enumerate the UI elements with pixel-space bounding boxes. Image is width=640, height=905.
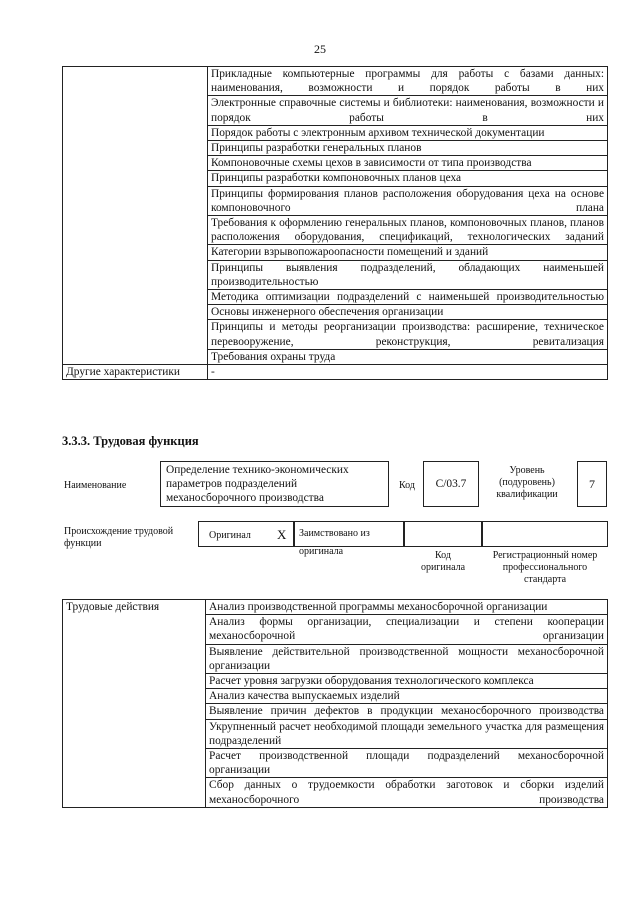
table-cell: Прикладные компьютерные программы для работы с базами данных: наименования, возможности и порядок работы в них [208, 67, 608, 96]
knowledge-table [62, 66, 608, 380]
other-characteristics-value: - [208, 365, 608, 380]
table-cell: Расчет производственной площади подразделений механосборочной организации [206, 749, 608, 778]
original-cell [198, 521, 294, 547]
table-cell: Выявление действительной производственной мощности механосборочной организации [206, 644, 608, 673]
level-box: 7 [577, 461, 607, 507]
table-label-cell [63, 67, 208, 365]
function-name-box: Определение технико-экономических параметров подразделений механосборочного производства [160, 461, 389, 507]
table-cell: Выявление причин дефектов в продукции механосборочного производства [206, 704, 608, 719]
table-cell: Принципы и методы реорганизации производства: расширение, техническое перевооружение, реконструкция, ревитализация [208, 320, 608, 349]
table-cell: Принципы разработки компоновочных планов цеха [208, 171, 608, 186]
labour-actions-table [62, 599, 608, 808]
original-code-caption: Код оригинала [420, 550, 466, 573]
table-cell: Требования охраны труда [208, 349, 608, 364]
borrowed-cell [294, 521, 404, 557]
table-row [63, 67, 608, 96]
section-title: 3.3.3. Трудовая функция [62, 434, 199, 448]
table-cell: Основы инженерного обеспечения организации [208, 305, 608, 320]
table-cell: Анализ формы организации, специализации и степени кооперации механосборочной организации [206, 615, 608, 644]
table-cell: Расчет уровня загрузки оборудования технологического комплекса [206, 674, 608, 689]
original-mark: X [277, 527, 287, 542]
registration-number-cell [482, 521, 608, 547]
original-code-cell [404, 521, 482, 547]
level-label: Уровень (подуровень) квалификации [496, 465, 558, 500]
name-label: Наименование [64, 480, 127, 491]
table-cell: Принципы разработки генеральных планов [208, 141, 608, 156]
original-label: Оригинал [209, 530, 251, 541]
page-number: 25 [314, 42, 326, 56]
other-characteristics-label: Другие характеристики [63, 365, 208, 380]
table-cell: Категории взрывопожароопасности помещений и зданий [208, 245, 608, 260]
function-code-box: C/03.7 [423, 461, 479, 507]
code-label: Код [399, 480, 415, 491]
table-row [63, 365, 608, 380]
table-row [63, 600, 608, 615]
table-cell: Анализ производственной программы механосборочной организации [206, 600, 608, 615]
origin-label: Происхождение трудовой функции [64, 526, 174, 549]
table-cell: Электронные справочные системы и библиотеки: наименования, возможности и порядок работы в них [208, 96, 608, 125]
table-cell: Требования к оформлению генеральных планов, компоновочных планов, планов расположения оборудования, спецификаций, технологических заданий [208, 216, 608, 245]
table-cell: Укрупненный расчет необходимой площади земельного участка для размещения подразделений [206, 719, 608, 748]
table-cell: Порядок работы с электронным архивом технической документации [208, 125, 608, 140]
table-cell: Методика оптимизации подразделений с наименьшей производительностью [208, 290, 608, 305]
borrowed-label: Заимствовано из оригинала [299, 528, 370, 557]
table-cell: Принципы формирования планов расположения оборудования цеха на основе компоновочного плана [208, 186, 608, 215]
table-cell: Сбор данных о трудоемкости обработки заготовок и сборки изделий механосборочного производства [206, 778, 608, 807]
table-cell: Анализ качества выпускаемых изделий [206, 689, 608, 704]
table-cell: Принципы выявления подразделений, обладающих наименьшей производительностью [208, 260, 608, 289]
table-cell: Компоновочные схемы цехов в зависимости от типа производства [208, 156, 608, 171]
registration-number-caption: Регистрационный номер профессионального стандарта [492, 550, 598, 585]
labour-actions-label: Трудовые действия [63, 600, 206, 808]
